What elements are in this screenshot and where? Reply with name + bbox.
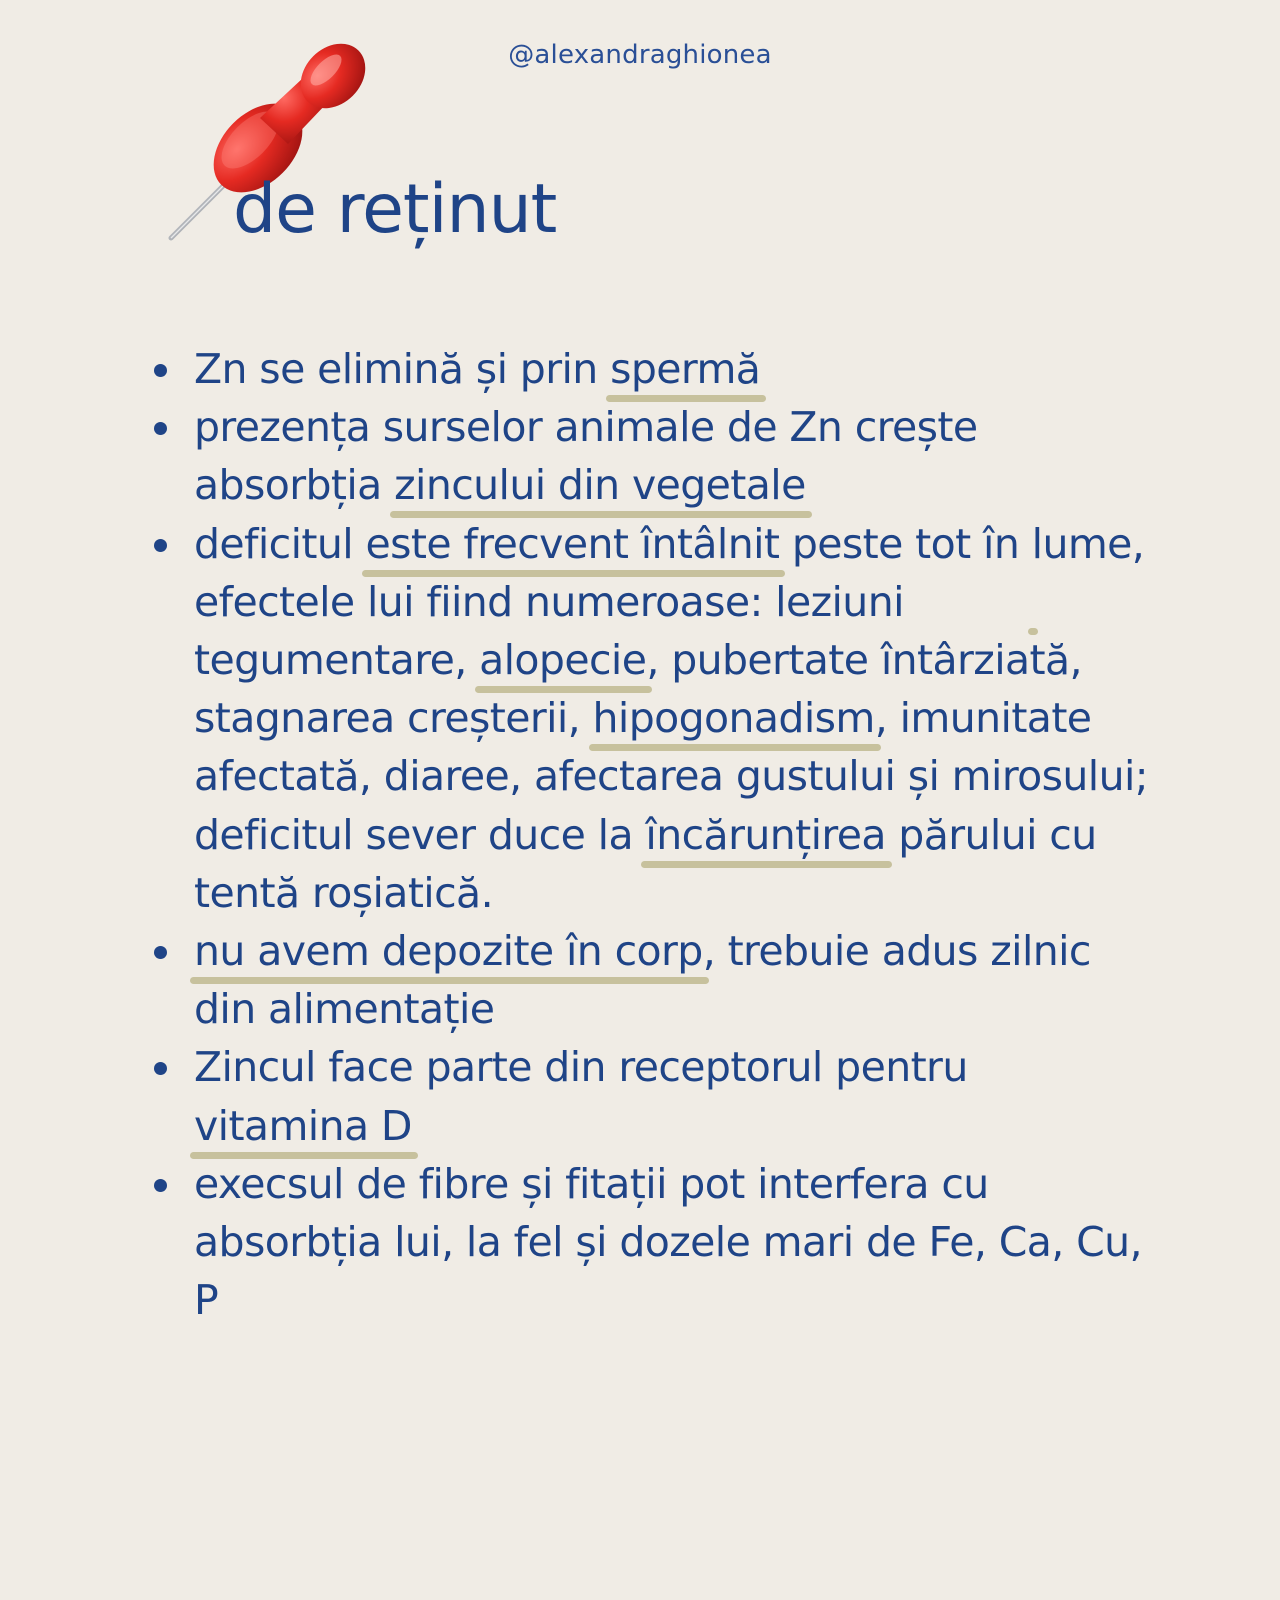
note-text: Zincul face parte din receptorul pentru [194, 1043, 968, 1092]
highlighted-text: este frecvent întâlnit [365, 519, 780, 568]
list-item [150, 922, 1150, 1038]
note-text: : leziuni tegumentare, [194, 577, 904, 685]
highlighted-text: lume, efectele lui fiind numeroase [194, 519, 1145, 626]
bullet [154, 1179, 167, 1192]
note-text: părului cu tentă roșiatică. [194, 810, 1097, 917]
bullet [154, 1062, 167, 1075]
highlighted-text: încărunțirea [645, 810, 886, 859]
bullet [154, 539, 167, 552]
notes-list [150, 340, 1150, 1329]
note-text: , imunitate afectată, diaree, afectarea gustului și mirosului; deficitul sever duce la [194, 694, 1148, 859]
page-title: de reținut [233, 170, 557, 249]
note-text: peste tot în [779, 519, 1032, 568]
note-text: , pubertate întârziată, stagnarea creșterii, [194, 636, 1082, 743]
note-text: deficitul [194, 519, 366, 568]
highlighted-text: hipogonadism [592, 694, 875, 743]
note-text: , trebuie adus zilnic din alimentație [194, 927, 1091, 1034]
highlighted-text: zincului din vegetale [394, 461, 806, 510]
highlighted-text: alopecie [479, 636, 647, 685]
highlighted-text: spermă [610, 345, 761, 393]
note-text: Zn se elimină și prin [194, 345, 611, 393]
bullet [154, 364, 167, 377]
list-item [150, 1038, 1150, 1154]
note-text: execsul de fibre și fitații pot interfera cu absorbția lui, la fel și dozele mari de Fe, Ca, Cu, P [194, 1159, 1142, 1325]
list-item [150, 515, 1150, 922]
list-item [150, 1155, 1150, 1330]
list-item [150, 340, 1150, 398]
instagram-handle: @alexandraghionea [508, 40, 772, 70]
bullet [154, 422, 167, 435]
note-text: prezența surselor animale de Zn crește absorbția [194, 403, 978, 510]
bullet [154, 946, 167, 959]
highlighted-text: nu avem depozite în corp [194, 927, 703, 976]
list-item [150, 398, 1150, 514]
highlighted-text: vitamina D [194, 1101, 412, 1150]
